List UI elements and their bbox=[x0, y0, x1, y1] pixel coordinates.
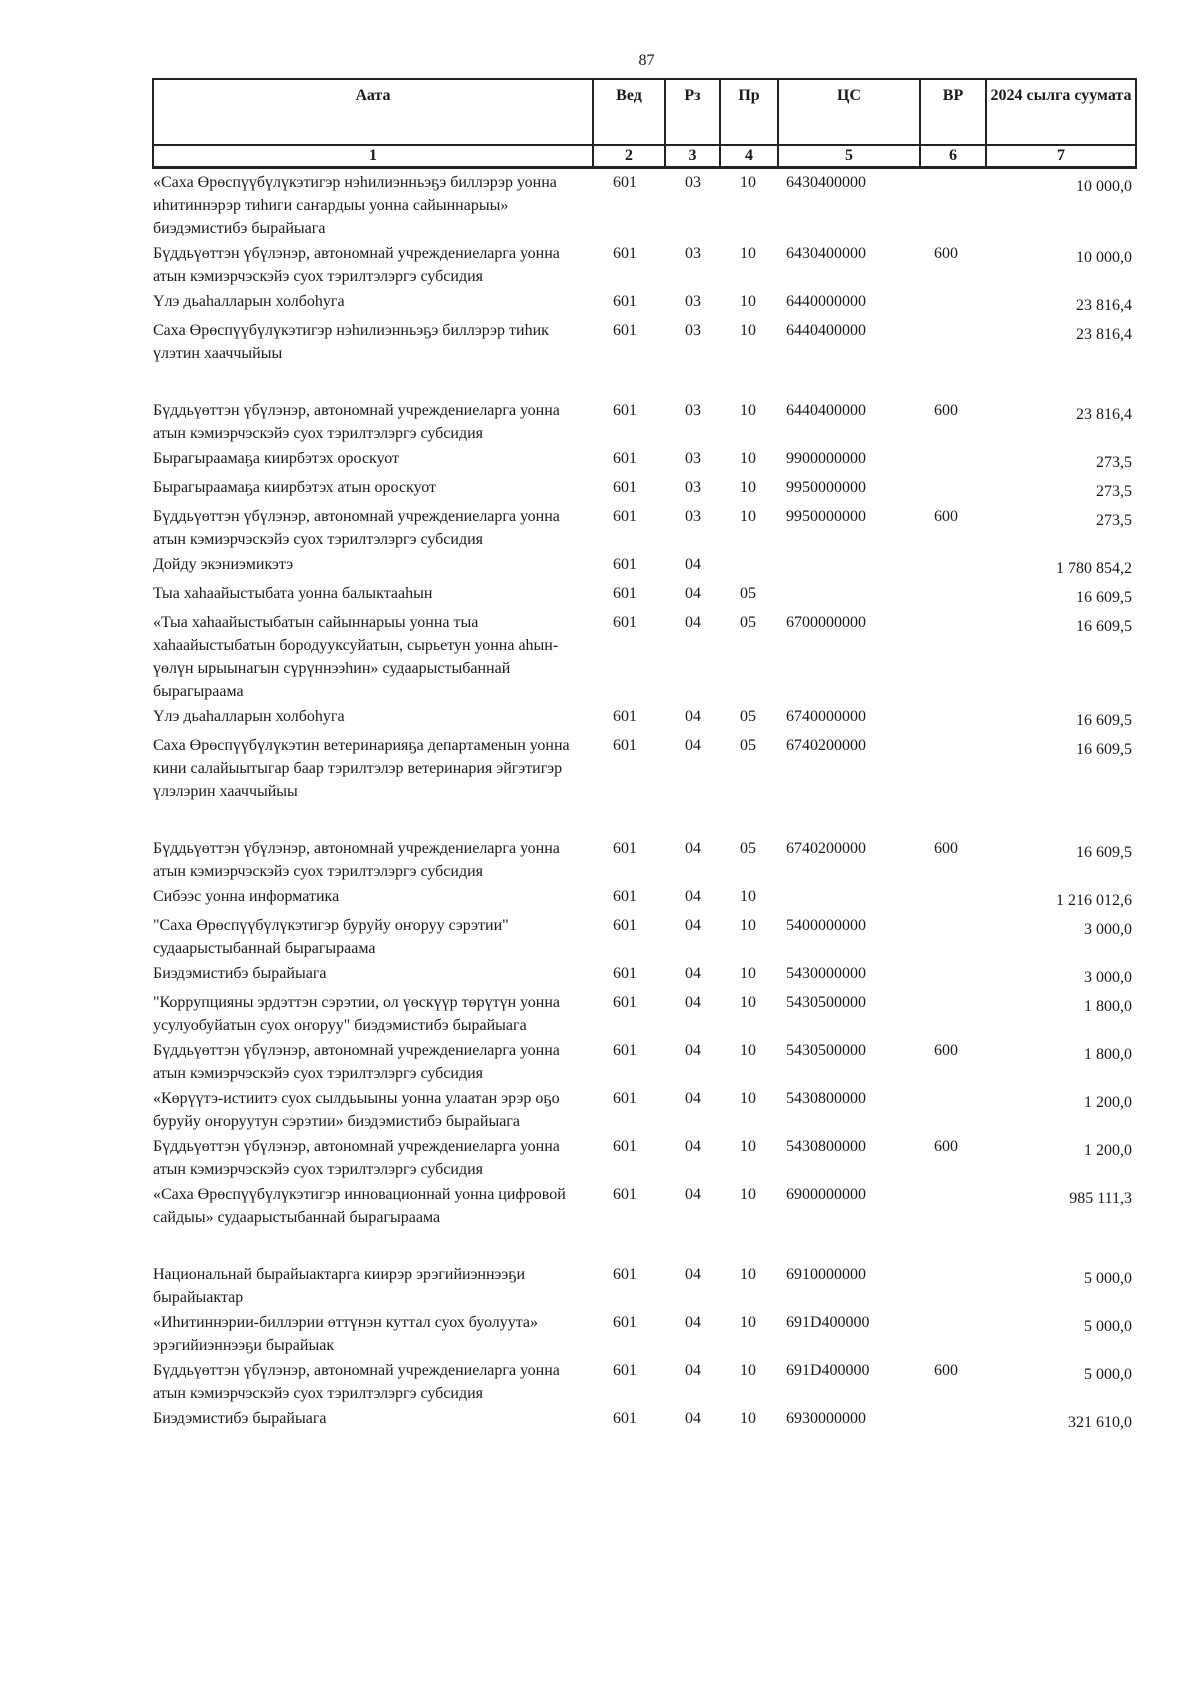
row-pr: 05 bbox=[740, 737, 756, 754]
table-row bbox=[153, 989, 1136, 1037]
row-rz: 04 bbox=[685, 1314, 701, 1331]
row-pr: 10 bbox=[740, 450, 756, 467]
table-row bbox=[153, 1037, 1136, 1085]
column-number: 1 bbox=[153, 145, 593, 168]
row-ved: 601 bbox=[613, 1186, 637, 1203]
header-vr: ВР bbox=[920, 79, 986, 145]
row-rz: 04 bbox=[685, 1362, 701, 1379]
row-pr: 10 bbox=[740, 1314, 756, 1331]
row-amount: 5 000,0 bbox=[1084, 1270, 1132, 1287]
row-rz: 03 bbox=[685, 508, 701, 525]
row-cs: 9950000000 bbox=[786, 508, 866, 525]
table-row bbox=[153, 703, 1136, 732]
row-spacer bbox=[153, 365, 1136, 397]
row-ved: 601 bbox=[613, 479, 637, 496]
row-amount: 16 609,5 bbox=[1076, 618, 1132, 635]
row-name: Бырагыраамаҕа киирбэтэх атын ороскуот bbox=[153, 479, 436, 496]
row-amount: 273,5 bbox=[1096, 454, 1132, 471]
row-amount: 3 000,0 bbox=[1084, 969, 1132, 986]
column-number: 5 bbox=[778, 145, 920, 168]
row-ved: 601 bbox=[613, 1042, 637, 1059]
row-cs: 5430000000 bbox=[786, 965, 866, 982]
row-vr bbox=[920, 989, 986, 1037]
row-cs bbox=[778, 883, 920, 912]
row-amount: 16 609,5 bbox=[1076, 589, 1132, 606]
row-vr bbox=[920, 1085, 986, 1133]
row-pr: 10 bbox=[740, 245, 756, 262]
table-row bbox=[153, 288, 1136, 317]
row-cs: 5430800000 bbox=[786, 1138, 866, 1155]
row-amount: 16 609,5 bbox=[1076, 712, 1132, 729]
row-rz: 03 bbox=[685, 322, 701, 339]
table-header-row bbox=[153, 79, 1136, 145]
row-ved: 601 bbox=[613, 965, 637, 982]
row-cs: 6700000000 bbox=[786, 614, 866, 631]
row-cs: 6430400000 bbox=[786, 174, 866, 191]
row-amount: 1 800,0 bbox=[1084, 998, 1132, 1015]
row-cs: 9900000000 bbox=[786, 450, 866, 467]
table-row bbox=[153, 835, 1136, 883]
row-rz: 03 bbox=[685, 293, 701, 310]
row-ved: 601 bbox=[613, 737, 637, 754]
row-cs: 6740000000 bbox=[786, 708, 866, 725]
row-rz: 03 bbox=[685, 450, 701, 467]
row-vr bbox=[920, 580, 986, 609]
row-amount: 273,5 bbox=[1096, 512, 1132, 529]
row-rz: 04 bbox=[685, 1042, 701, 1059]
row-amount: 1 780 854,2 bbox=[1056, 560, 1132, 577]
row-ved: 601 bbox=[613, 1138, 637, 1155]
row-cs: 6930000000 bbox=[786, 1410, 866, 1427]
row-spacer-cell bbox=[153, 1229, 1136, 1261]
row-name: Дойду экэниэмикэтэ bbox=[153, 556, 294, 573]
row-name: Бүддьүөттэн үбүлэнэр, автономнай учреждениеларга уонна атын кэмиэрчэскэйэ суох тэрилтэлэргэ субсидия bbox=[153, 1138, 560, 1178]
table-row bbox=[153, 960, 1136, 989]
row-vr bbox=[920, 474, 986, 503]
row-pr: 10 bbox=[740, 174, 756, 191]
table-row bbox=[153, 580, 1136, 609]
row-ved: 601 bbox=[613, 840, 637, 857]
row-name: Саха Өрөспүүбүлүкэтин ветеринарияҕа департаменын уонна кини салайыытыгар баар тэрилтэлэр ветеринария эйгэтигэр үлэлэрин хааччыйыы bbox=[153, 737, 570, 800]
row-rz: 03 bbox=[685, 402, 701, 419]
row-name: Бырагыраамаҕа киирбэтэх ороскуот bbox=[153, 450, 399, 467]
row-vr bbox=[920, 609, 986, 703]
row-rz: 04 bbox=[685, 1266, 701, 1283]
row-amount: 5 000,0 bbox=[1084, 1318, 1132, 1335]
header-rz: Рз bbox=[665, 79, 720, 145]
row-amount: 985 111,3 bbox=[1069, 1190, 1132, 1207]
row-name: «Саха Өрөспүүбүлүкэтигэр инновационнай уонна цифровой сайдыы» судаарыстыбаннай бырагыраама bbox=[153, 1186, 566, 1226]
row-name: Национальнай бырайыактарга киирэр эрэгийиэннээҕи бырайыактар bbox=[153, 1266, 526, 1306]
row-rz: 04 bbox=[685, 614, 701, 631]
row-pr: 10 bbox=[740, 1090, 756, 1107]
row-cs: 6740200000 bbox=[786, 840, 866, 857]
row-ved: 601 bbox=[613, 293, 637, 310]
row-ved: 601 bbox=[613, 322, 637, 339]
row-spacer bbox=[153, 803, 1136, 835]
row-name: Бүддьүөттэн үбүлэнэр, автономнай учреждениеларга уонна атын кэмиэрчэскэйэ суох тэрилтэлэргэ субсидия bbox=[153, 1042, 560, 1082]
row-name: Үлэ дьаһалларын холбоһуга bbox=[153, 708, 345, 725]
row-cs: 6900000000 bbox=[786, 1186, 866, 1203]
table-row bbox=[153, 1309, 1136, 1357]
row-amount: 23 816,4 bbox=[1076, 297, 1132, 314]
row-vr bbox=[920, 1309, 986, 1357]
row-vr bbox=[920, 912, 986, 960]
table-row bbox=[153, 551, 1136, 580]
row-pr: 05 bbox=[740, 708, 756, 725]
row-vr bbox=[920, 883, 986, 912]
row-amount: 5 000,0 bbox=[1084, 1366, 1132, 1383]
row-ved: 601 bbox=[613, 1362, 637, 1379]
row-ved: 601 bbox=[613, 1314, 637, 1331]
row-vr bbox=[920, 317, 986, 365]
row-pr: 10 bbox=[740, 1410, 756, 1427]
row-pr: 10 bbox=[740, 1362, 756, 1379]
row-rz: 04 bbox=[685, 1138, 701, 1155]
row-amount: 1 800,0 bbox=[1084, 1046, 1132, 1063]
table-row bbox=[153, 397, 1136, 445]
row-ved: 601 bbox=[613, 402, 637, 419]
row-amount: 1 200,0 bbox=[1084, 1142, 1132, 1159]
table-row bbox=[153, 168, 1136, 241]
row-cs bbox=[778, 551, 920, 580]
row-vr: 600 bbox=[934, 245, 958, 262]
row-name: "Саха Өрөспүүбүлүкэтигэр буруйу оҥоруу сэрэтии" судаарыстыбаннай бырагыраама bbox=[153, 917, 509, 957]
row-ved: 601 bbox=[613, 708, 637, 725]
row-ved: 601 bbox=[613, 450, 637, 467]
row-cs: 6440400000 bbox=[786, 322, 866, 339]
row-vr bbox=[920, 1181, 986, 1229]
row-rz: 04 bbox=[685, 994, 701, 1011]
row-vr: 600 bbox=[934, 1042, 958, 1059]
row-cs: 691D400000 bbox=[786, 1362, 870, 1379]
row-name: Бүддьүөттэн үбүлэнэр, автономнай учреждениеларга уонна атын кэмиэрчэскэйэ суох тэрилтэлэргэ субсидия bbox=[153, 245, 560, 285]
row-name: Бүддьүөттэн үбүлэнэр, автономнай учреждениеларга уонна атын кэмиэрчэскэйэ суох тэрилтэлэргэ субсидия bbox=[153, 402, 560, 442]
row-amount: 1 216 012,6 bbox=[1056, 892, 1132, 909]
row-vr: 600 bbox=[934, 1362, 958, 1379]
row-pr bbox=[720, 551, 778, 580]
table-row bbox=[153, 609, 1136, 703]
table-row bbox=[153, 1133, 1136, 1181]
row-name: Биэдэмистибэ бырайыага bbox=[153, 1410, 327, 1427]
row-rz: 04 bbox=[685, 585, 701, 602]
row-pr: 05 bbox=[740, 614, 756, 631]
row-vr bbox=[920, 703, 986, 732]
table-row bbox=[153, 317, 1136, 365]
row-rz: 04 bbox=[685, 708, 701, 725]
row-rz: 04 bbox=[685, 840, 701, 857]
row-cs: 6430400000 bbox=[786, 245, 866, 262]
row-rz: 03 bbox=[685, 245, 701, 262]
row-cs: 5430500000 bbox=[786, 994, 866, 1011]
row-name: Бүддьүөттэн үбүлэнэр, автономнай учреждениеларга уонна атын кэмиэрчэскэйэ суох тэрилтэлэргэ субсидия bbox=[153, 840, 560, 880]
row-ved: 601 bbox=[613, 994, 637, 1011]
table-row bbox=[153, 503, 1136, 551]
row-name: Биэдэмистибэ бырайыага bbox=[153, 965, 327, 982]
row-ved: 601 bbox=[613, 556, 637, 573]
row-pr: 10 bbox=[740, 322, 756, 339]
row-rz: 04 bbox=[685, 1186, 701, 1203]
row-cs: 5430500000 bbox=[786, 1042, 866, 1059]
column-number: 7 bbox=[986, 145, 1136, 168]
row-ved: 601 bbox=[613, 508, 637, 525]
row-amount: 23 816,4 bbox=[1076, 406, 1132, 423]
row-vr bbox=[920, 1405, 986, 1434]
table-row bbox=[153, 445, 1136, 474]
table-row bbox=[153, 1181, 1136, 1229]
row-name: Бүддьүөттэн үбүлэнэр, автономнай учреждениеларга уонна атын кэмиэрчэскэйэ суох тэрилтэлэргэ субсидия bbox=[153, 508, 560, 548]
row-amount: 273,5 bbox=[1096, 483, 1132, 500]
row-rz: 04 bbox=[685, 1090, 701, 1107]
column-number: 2 bbox=[593, 145, 665, 168]
row-name: «Көрүүтэ-истиитэ суох сылдьыыны уонна улаатан эрэр оҕо буруйу оҥоруутун сэрэтии» биэдэмистибэ бырайыага bbox=[153, 1090, 560, 1130]
row-cs: 6910000000 bbox=[786, 1266, 866, 1283]
row-spacer-cell bbox=[153, 803, 1136, 835]
row-pr: 10 bbox=[740, 994, 756, 1011]
row-cs bbox=[778, 580, 920, 609]
row-cs: 6740200000 bbox=[786, 737, 866, 754]
row-amount: 10 000,0 bbox=[1076, 249, 1132, 266]
row-vr bbox=[920, 732, 986, 803]
row-pr: 10 bbox=[740, 508, 756, 525]
row-name: Тыа хаһаайыстыбата уонна балыктааһын bbox=[153, 585, 433, 602]
row-vr bbox=[920, 288, 986, 317]
row-name: Сибээс уонна информатика bbox=[153, 888, 340, 905]
row-pr: 10 bbox=[740, 917, 756, 934]
row-vr bbox=[920, 445, 986, 474]
row-pr: 05 bbox=[740, 840, 756, 857]
table-row bbox=[153, 474, 1136, 503]
row-rz: 04 bbox=[685, 888, 701, 905]
row-cs: 5400000000 bbox=[786, 917, 866, 934]
table-row bbox=[153, 1085, 1136, 1133]
row-cs: 691D400000 bbox=[786, 1314, 870, 1331]
row-vr: 600 bbox=[934, 402, 958, 419]
row-pr: 10 bbox=[740, 965, 756, 982]
column-number: 6 bbox=[920, 145, 986, 168]
column-number: 4 bbox=[720, 145, 778, 168]
row-pr: 10 bbox=[740, 402, 756, 419]
row-spacer bbox=[153, 1229, 1136, 1261]
row-vr bbox=[920, 960, 986, 989]
row-ved: 601 bbox=[613, 245, 637, 262]
row-pr: 10 bbox=[740, 1266, 756, 1283]
row-vr: 600 bbox=[934, 840, 958, 857]
row-vr bbox=[920, 1261, 986, 1309]
row-name: «Саха Өрөспүүбүлүкэтигэр нэһилиэнньэҕэ биллэрэр уонна иһитиннэрэр тиһиги саҥардыы уонна сайыннарыы» биэдэмистибэ бырайыага bbox=[153, 174, 557, 237]
row-vr: 600 bbox=[934, 508, 958, 525]
row-rz: 04 bbox=[685, 556, 701, 573]
row-rz: 04 bbox=[685, 917, 701, 934]
row-pr: 10 bbox=[740, 1138, 756, 1155]
row-cs: 6440400000 bbox=[786, 402, 866, 419]
row-amount: 3 000,0 bbox=[1084, 921, 1132, 938]
row-cs: 6440000000 bbox=[786, 293, 866, 310]
row-pr: 10 bbox=[740, 1042, 756, 1059]
column-number: 3 bbox=[665, 145, 720, 168]
row-pr: 10 bbox=[740, 1186, 756, 1203]
header-cs: ЦС bbox=[778, 79, 920, 145]
table-row bbox=[153, 1261, 1136, 1309]
row-pr: 10 bbox=[740, 293, 756, 310]
row-ved: 601 bbox=[613, 585, 637, 602]
row-ved: 601 bbox=[613, 888, 637, 905]
row-rz: 03 bbox=[685, 479, 701, 496]
header-amount: 2024 сылга суумата bbox=[986, 79, 1136, 145]
row-cs: 5430800000 bbox=[786, 1090, 866, 1107]
row-name: Саха Өрөспүүбүлүкэтигэр нэһилиэнньэҕэ биллэрэр тиһик үлэтин хааччыйыы bbox=[153, 322, 549, 362]
table-row bbox=[153, 732, 1136, 803]
row-spacer-cell bbox=[153, 365, 1136, 397]
row-pr: 05 bbox=[740, 585, 756, 602]
row-ved: 601 bbox=[613, 614, 637, 631]
table-row bbox=[153, 912, 1136, 960]
row-rz: 04 bbox=[685, 965, 701, 982]
header-ved: Вед bbox=[593, 79, 665, 145]
row-vr: 600 bbox=[934, 1138, 958, 1155]
row-ved: 601 bbox=[613, 1090, 637, 1107]
row-ved: 601 bbox=[613, 917, 637, 934]
row-pr: 10 bbox=[740, 888, 756, 905]
row-amount: 1 200,0 bbox=[1084, 1094, 1132, 1111]
row-name: Бүддьүөттэн үбүлэнэр, автономнай учреждениеларга уонна атын кэмиэрчэскэйэ суох тэрилтэлэргэ субсидия bbox=[153, 1362, 560, 1402]
page-number: 87 bbox=[638, 52, 655, 69]
header-name: Аата bbox=[153, 79, 593, 145]
row-pr: 10 bbox=[740, 479, 756, 496]
column-number-row bbox=[153, 145, 1136, 168]
row-name: "Коррупцияны эрдэттэн сэрэтии, ол үөскүүр төрүтүн уонна усулуобуйатын суох оҥоруу" биэдэмистибэ бырайыага bbox=[153, 994, 560, 1034]
row-amount: 23 816,4 bbox=[1076, 326, 1132, 343]
row-ved: 601 bbox=[613, 1410, 637, 1427]
table-row bbox=[153, 240, 1136, 288]
row-vr bbox=[920, 551, 986, 580]
budget-table bbox=[152, 78, 1137, 1434]
row-amount: 16 609,5 bbox=[1076, 844, 1132, 861]
table-row bbox=[153, 1405, 1136, 1434]
row-rz: 04 bbox=[685, 737, 701, 754]
row-amount: 16 609,5 bbox=[1076, 741, 1132, 758]
table-row bbox=[153, 1357, 1136, 1405]
row-vr bbox=[920, 168, 986, 241]
row-ved: 601 bbox=[613, 1266, 637, 1283]
row-name: «Иһитиннэрии-биллэрии өттүнэн куттал суох буолуута» эрэгийиэннээҕи бырайыак bbox=[153, 1314, 538, 1354]
table-row bbox=[153, 883, 1136, 912]
header-pr: Пр bbox=[720, 79, 778, 145]
row-name: «Тыа хаһаайыстыбатын сайыннарыы уонна тыа хаһаайыстыбатын бородууксуйатын, сырьетун уонна аһын-үөлүн ырыынагын сүрүннээһин» судаарыстыбаннай бырагыраама bbox=[153, 614, 559, 700]
row-rz: 04 bbox=[685, 1410, 701, 1427]
row-cs: 9950000000 bbox=[786, 479, 866, 496]
row-name: Үлэ дьаһалларын холбоһуга bbox=[153, 293, 345, 310]
row-amount: 10 000,0 bbox=[1076, 178, 1132, 195]
row-rz: 03 bbox=[685, 174, 701, 191]
row-ved: 601 bbox=[613, 174, 637, 191]
row-amount: 321 610,0 bbox=[1068, 1414, 1132, 1431]
table-body bbox=[153, 168, 1136, 1435]
